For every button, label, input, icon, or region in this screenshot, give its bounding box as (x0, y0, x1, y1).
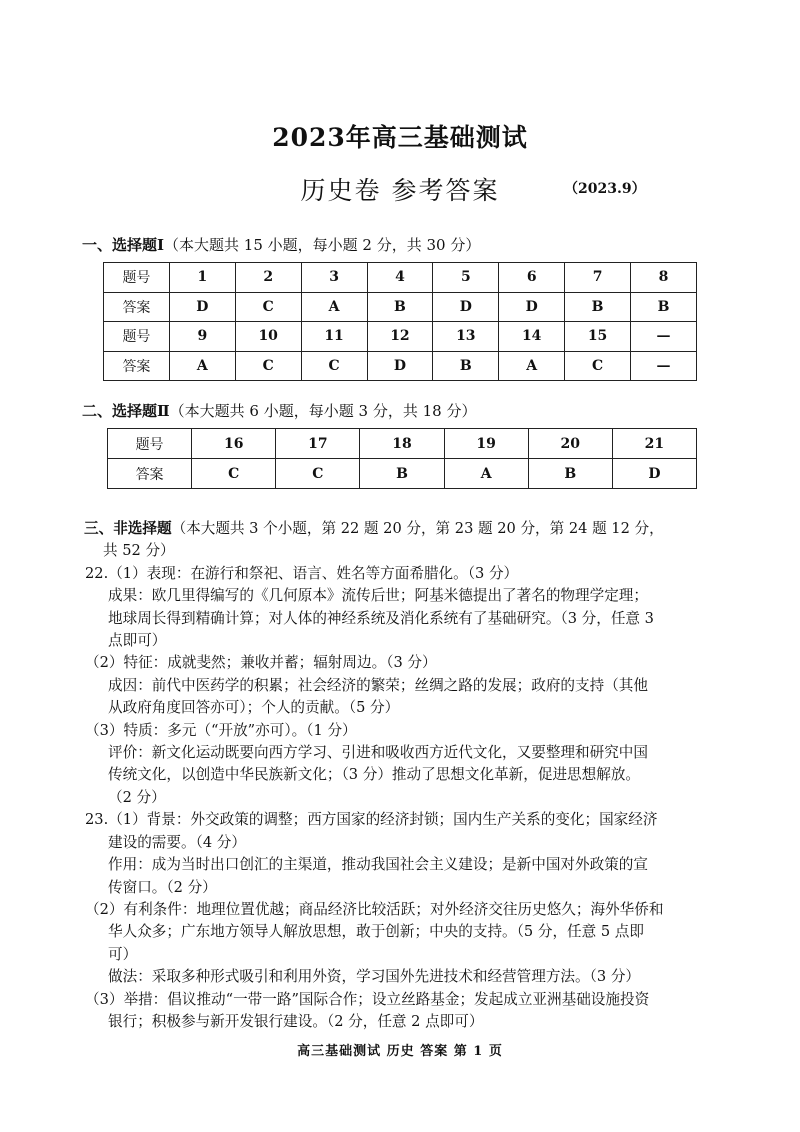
table-cell: 13 (433, 322, 499, 352)
text-line: 银行；积极参与新开发银行建设。（2 分，任意 2 点即可） (108, 1012, 484, 1030)
table-cell: B (360, 459, 444, 489)
section1-heading (82, 234, 480, 255)
table-cell: 21 (612, 429, 696, 459)
section2-desc: （本大题共 6 小题，每小题 3 分，共 18 分） (169, 402, 477, 420)
table-cell: 18 (360, 429, 444, 459)
table-cell: B (565, 292, 631, 322)
table-cell: 2 (235, 263, 301, 293)
text-line: 成因：前代中医药学的积累；社会经济的繁荣；丝绸之路的发展；政府的支持（其他 (108, 676, 648, 694)
table-cell: 4 (367, 263, 433, 293)
table-cell: D (433, 292, 499, 322)
text-line: 建设的需要。（4 分） (108, 833, 246, 851)
table-cell: C (235, 351, 301, 381)
table-cell: 17 (276, 429, 360, 459)
text-line: 作用：成为当时出口创汇的主渠道，推动我国社会主义建设；是新中国对外政策的宣 (108, 856, 648, 874)
text-line: 23.（1）背景：外交政策的调整；西方国家的经济封锁；国内生产关系的变化；国家经济 (85, 811, 658, 829)
table-row (104, 263, 697, 293)
table-cell: 9 (169, 322, 235, 352)
table-cell: — (631, 351, 697, 381)
table-cell: 5 (433, 263, 499, 293)
text-line: 评价：新文化运动既要向西方学习、引进和吸收西方近代文化，又要整理和研究中国 (108, 744, 648, 762)
text-line: 做法：采取多种形式吸引和利用外资，学习国外先进技术和经营管理方法。（3 分） (108, 968, 641, 986)
table-cell: 12 (367, 322, 433, 352)
table-row (108, 459, 697, 489)
table-row (104, 292, 697, 322)
table-cell: B (631, 292, 697, 322)
table-row-header: 题号 (108, 429, 192, 459)
text-line: 传统文化，以创造中华民族新文化；（3 分）推动了思想文化革新，促进思想解放。 (108, 766, 641, 784)
page-title: 2023年高三基础测试 (272, 123, 528, 152)
section3-desc: （本大题共 3 个小题，第 22 题 20 分，第 23 题 20 分，第 24 题 12 分， (171, 520, 664, 537)
table-cell: 7 (565, 263, 631, 293)
text-line: 从政府角度回答亦可）；个人的贡献。（5 分） (108, 699, 400, 717)
text-line: 点即可） (108, 632, 167, 650)
table-cell: 6 (499, 263, 565, 293)
section1-label: 一、选择题Ⅰ (82, 236, 165, 254)
table-cell: D (612, 459, 696, 489)
table-cell: D (499, 292, 565, 322)
table-cell: 14 (499, 322, 565, 352)
section3-body (84, 518, 724, 1033)
table-cell: C (235, 292, 301, 322)
table-row (104, 351, 697, 381)
text-line: （2 分） (108, 788, 166, 806)
text-line: 可） (108, 945, 138, 963)
table-row-header: 题号 (104, 322, 170, 352)
section2-answer-table (107, 428, 697, 489)
table-cell: — (631, 322, 697, 352)
text-line: （2）特征：成就斐然；兼收并蓄；辐射周边。（3 分） (85, 654, 437, 672)
table-cell: 8 (631, 263, 697, 293)
table-cell: 3 (301, 263, 367, 293)
table-cell: D (169, 292, 235, 322)
table-cell: 19 (444, 429, 528, 459)
text-line: 地球周长得到精确计算；对人体的神经系统及消化系统有了基础研究。（3 分，任意 3 (108, 609, 654, 627)
section3-desc-cont: 共 52 分） (103, 542, 175, 560)
table-cell: C (565, 351, 631, 381)
table-cell: B (367, 292, 433, 322)
table-cell: D (367, 351, 433, 381)
table-cell: A (301, 292, 367, 322)
table-cell: 11 (301, 322, 367, 352)
table-cell: 10 (235, 322, 301, 352)
table-row (108, 429, 697, 459)
page-subtitle: 历史卷 参考答案 (300, 176, 500, 205)
table-row-header: 答案 (108, 459, 192, 489)
text-line: （3）特质：多元（“开放”亦可）。（1 分） (85, 721, 357, 739)
text-line: （3）举措：倡议推动“一带一路”国际合作；设立丝路基金；发起成立亚洲基础设施投资 (85, 990, 650, 1008)
table-cell: 1 (169, 263, 235, 293)
section1-desc: （本大题共 15 小题，每小题 2 分，共 30 分） (164, 236, 481, 254)
table-cell: C (276, 459, 360, 489)
table-cell: B (433, 351, 499, 381)
table-cell: 15 (565, 322, 631, 352)
table-cell: B (528, 459, 612, 489)
table-cell: A (499, 351, 565, 381)
table-cell: C (192, 459, 276, 489)
table-row-header: 答案 (104, 292, 170, 322)
table-row-header: 题号 (104, 263, 170, 293)
section2-label: 二、选择题Ⅱ (82, 402, 170, 420)
table-row-header: 答案 (104, 351, 170, 381)
text-line: （2）有利条件：地理位置优越；商品经济比较活跃；对外经济交往历史悠久；海外华侨和 (85, 900, 664, 918)
section3-label: 三、非选择题 (84, 520, 172, 537)
text-line: 传窗口。（2 分） (108, 878, 217, 896)
table-row (104, 322, 697, 352)
text-line: 22.（1）表现：在游行和祭祀、语言、姓名等方面希腊化。（3 分） (85, 564, 519, 582)
text-line: 成果：欧几里得编写的《几何原本》流传后世；阿基米德提出了著名的物理学定理； (108, 587, 648, 605)
table-cell: 16 (192, 429, 276, 459)
table-cell: 20 (528, 429, 612, 459)
section2-heading (82, 400, 476, 421)
table-cell: A (444, 459, 528, 489)
table-cell: A (169, 351, 235, 381)
page-date: （2023.9） (564, 181, 646, 197)
section1-answer-table (103, 262, 697, 381)
page-footer: 高三基础测试 历史 答案 第 1 页 (297, 1044, 503, 1059)
table-cell: C (301, 351, 367, 381)
section3-heading (84, 518, 724, 540)
text-line: 华人众多；广东地方领导人解放思想，敢于创新；中央的支持。（5 分，任意 5 点即 (108, 923, 644, 941)
